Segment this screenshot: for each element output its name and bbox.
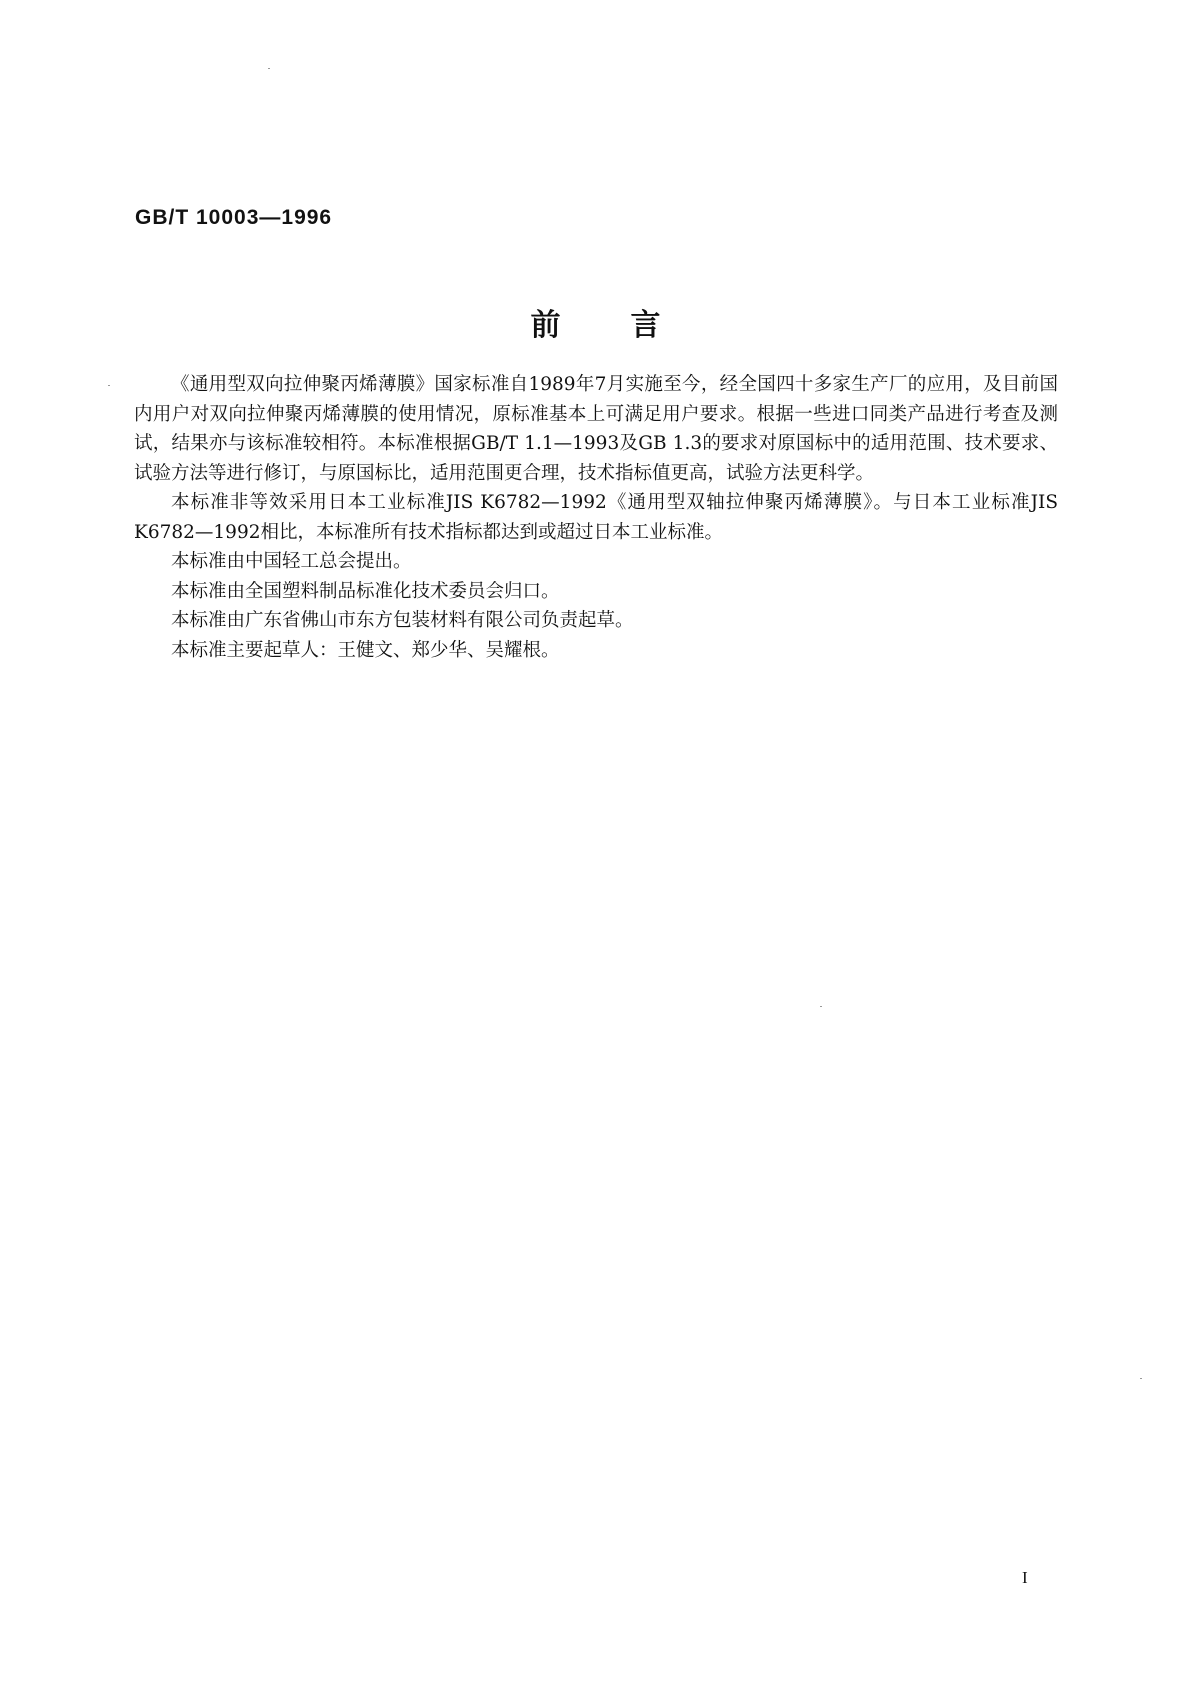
paragraph-drafters: 本标准主要起草人：王健文、郑少华、吴耀根。 [171, 639, 560, 661]
standard-code: GB/T 10003—1996 [135, 206, 333, 229]
page-number: I [1022, 1568, 1028, 1587]
foreword-body [134, 370, 1058, 665]
paragraph-reference-standard: 本标准非等效采用日本工业标准JIS K6782—1992《通用型双轴拉伸聚丙烯薄膜》。与日本工业标准JIS K6782—1992相比，本标准所有技术指标都达到或超过日本工业标准。 [134, 492, 1058, 543]
scan-speck [268, 68, 270, 69]
paragraph-drafting-unit: 本标准由广东省佛山市东方包装材料有限公司负责起草。 [171, 610, 634, 631]
page-title: 前言 [530, 308, 731, 343]
paragraph-proposer: 本标准由中国轻工总会提出。 [171, 551, 412, 572]
scan-speck [820, 1006, 822, 1007]
paragraph-background: 《通用型双向拉伸聚丙烯薄膜》国家标准自1989年7月实施至今，经全国四十多家生产厂的应用，及目前国内用户对双向拉伸聚丙烯薄膜的使用情况，原标准基本上可满足用户要求。根据一些进口同类产品进行考查及测试，结果亦与该标准较相符。本标准根据GB/T 1.1—1993及GB 1.3的要求对原国标中的适用范围、技术要求、试验方法等进行修订，与原国标比，适用范围更合理，技术指标值更高，试验方法更科学。 [134, 374, 1058, 484]
scan-speck [1140, 1378, 1142, 1379]
paragraph-administrator: 本标准由全国塑料制品标准化技术委员会归口。 [171, 580, 560, 602]
scan-speck [108, 385, 110, 386]
